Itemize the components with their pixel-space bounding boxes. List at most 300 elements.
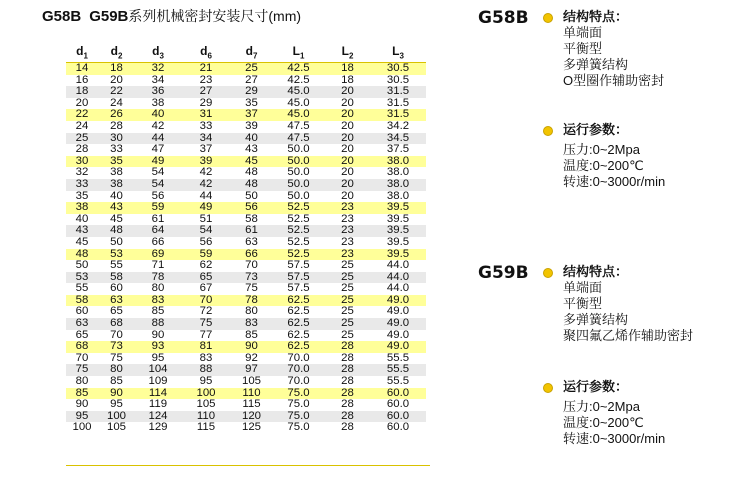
table-row	[66, 63, 426, 75]
table-cell: 80	[98, 364, 135, 376]
table-cell: 24	[98, 98, 135, 110]
table-cell: 55	[66, 283, 98, 295]
title-code-g59b: G59B	[89, 8, 129, 25]
table-cell: 59	[135, 202, 181, 214]
table-body	[66, 63, 426, 435]
table-cell: 23	[181, 75, 231, 87]
table-cell: 23	[325, 225, 370, 237]
table-cell: 59	[181, 249, 231, 261]
table-cell: 38	[98, 179, 135, 191]
table-cell: 20	[325, 121, 370, 133]
table-cell: 25	[325, 330, 370, 342]
g58b-feature: 单端面	[563, 25, 603, 40]
table-cell: 40	[98, 191, 135, 203]
g59b-code: G59B	[478, 263, 529, 283]
table-cell: 100	[98, 411, 135, 423]
table-cell: 30	[98, 133, 135, 145]
table-cell: 45	[98, 214, 135, 226]
g59b-param: 温度:0~200℃	[563, 415, 644, 430]
table-cell: 65	[181, 272, 231, 284]
table-cell: 20	[325, 191, 370, 203]
table-row	[66, 376, 426, 388]
column-header-base: d	[110, 43, 118, 58]
table-cell: 25	[66, 133, 98, 145]
g59b-feature: 平衡型	[563, 296, 603, 311]
table-cell: 62.5	[272, 318, 325, 330]
table-cell: 25	[325, 318, 370, 330]
column-header-base: d	[200, 43, 208, 58]
table-cell: 14	[66, 63, 98, 75]
table-cell: 65	[98, 306, 135, 318]
table-cell: 100	[66, 422, 98, 434]
table-cell: 57.5	[272, 283, 325, 295]
table-cell: 97	[231, 364, 272, 376]
column-header	[181, 42, 231, 63]
table-cell: 28	[325, 364, 370, 376]
table-cell: 83	[181, 353, 231, 365]
column-header-subscript: 2	[117, 51, 123, 60]
table-cell: 114	[135, 388, 181, 400]
table-cell: 62.5	[272, 295, 325, 307]
table-cell: 29	[231, 86, 272, 98]
table-cell: 110	[231, 388, 272, 400]
table-cell: 95	[98, 399, 135, 411]
table-cell: 30.5	[370, 63, 426, 75]
table-cell: 75.0	[272, 399, 325, 411]
table-cell: 52.5	[272, 237, 325, 249]
table-cell: 28	[325, 399, 370, 411]
table-cell: 28	[325, 388, 370, 400]
table-cell: 62.5	[272, 306, 325, 318]
table-cell: 69	[135, 249, 181, 261]
table-cell: 40	[135, 109, 181, 121]
table-cell: 31.5	[370, 98, 426, 110]
table-cell: 75	[66, 364, 98, 376]
table-cell: 20	[325, 109, 370, 121]
table-cell: 75	[98, 353, 135, 365]
table-cell: 55.5	[370, 376, 426, 388]
g58b-params-title: 运行参数：	[563, 122, 629, 137]
table-cell: 47.5	[272, 121, 325, 133]
g58b-feature: O型圈作辅助密封	[563, 73, 665, 88]
column-header-base: d	[76, 43, 84, 58]
table-cell: 88	[181, 364, 231, 376]
table-cell: 27	[181, 86, 231, 98]
table-cell: 72	[181, 306, 231, 318]
table-cell: 50.0	[272, 156, 325, 168]
g59b-params-title: 运行参数：	[563, 379, 629, 394]
table-cell: 60.0	[370, 411, 426, 423]
table-cell: 31.5	[370, 86, 426, 98]
table-cell: 38	[98, 167, 135, 179]
table-cell: 73	[98, 341, 135, 353]
table-cell: 78	[231, 295, 272, 307]
g59b-features	[563, 264, 693, 344]
table-cell: 18	[66, 86, 98, 98]
table-cell: 18	[325, 63, 370, 75]
table-cell: 21	[181, 63, 231, 75]
table-cell: 83	[231, 318, 272, 330]
table-cell: 50.0	[272, 179, 325, 191]
table-cell: 120	[231, 411, 272, 423]
table-cell: 42.5	[272, 75, 325, 87]
table-cell: 25	[231, 63, 272, 75]
table-cell: 20	[325, 98, 370, 110]
table-cell: 115	[231, 399, 272, 411]
table-cell: 18	[325, 75, 370, 87]
table-cell: 30.5	[370, 75, 426, 87]
table-cell: 57.5	[272, 260, 325, 272]
table-cell: 71	[135, 260, 181, 272]
table-cell: 49	[135, 156, 181, 168]
table-cell: 42	[181, 179, 231, 191]
table-cell: 50.0	[272, 144, 325, 156]
table-cell: 23	[325, 202, 370, 214]
table-cell: 80	[231, 306, 272, 318]
column-header-base: L	[392, 43, 400, 58]
table-cell: 38.0	[370, 156, 426, 168]
table-cell: 28	[98, 121, 135, 133]
g58b-params-bullet-icon	[543, 126, 553, 136]
table-cell: 70	[98, 330, 135, 342]
table-cell: 47	[135, 144, 181, 156]
g59b-feature: 多弹簧结构	[563, 312, 629, 327]
table-cell: 28	[325, 422, 370, 434]
table-cell: 55	[98, 260, 135, 272]
table-cell: 37	[231, 109, 272, 121]
table-cell: 35	[66, 191, 98, 203]
g59b-features-title: 结构特点：	[563, 264, 629, 279]
table-row	[66, 318, 426, 330]
column-header-base: d	[245, 43, 253, 58]
table-cell: 63	[66, 318, 98, 330]
column-header-subscript: 3	[159, 51, 164, 60]
table-cell: 52.5	[272, 214, 325, 226]
table-cell: 31	[181, 109, 231, 121]
dimension-table	[66, 42, 426, 434]
table-cell: 26	[98, 109, 135, 121]
table-cell: 51	[181, 214, 231, 226]
table-cell: 34	[181, 133, 231, 145]
table-cell: 60.0	[370, 399, 426, 411]
table-cell: 60.0	[370, 422, 426, 434]
table-cell: 49.0	[370, 330, 426, 342]
column-header-subscript: 1	[83, 51, 88, 60]
table-cell: 22	[66, 109, 98, 121]
table-cell: 49.0	[370, 295, 426, 307]
table-cell: 83	[135, 295, 181, 307]
table-cell: 62.5	[272, 330, 325, 342]
table-cell: 49.0	[370, 318, 426, 330]
table-cell: 24	[66, 121, 98, 133]
g58b-param: 温度:0~200℃	[563, 158, 644, 173]
table-cell: 45.0	[272, 86, 325, 98]
table-row	[66, 144, 426, 156]
table-cell: 22	[98, 86, 135, 98]
table-cell: 38.0	[370, 179, 426, 191]
table-cell: 63	[231, 237, 272, 249]
table-cell: 90	[66, 399, 98, 411]
table-cell: 30	[66, 156, 98, 168]
table-cell: 49	[181, 202, 231, 214]
table-cell: 65	[66, 330, 98, 342]
table-cell: 60	[98, 283, 135, 295]
table-cell: 27	[231, 75, 272, 87]
g59b-params	[563, 379, 665, 447]
table-cell: 38.0	[370, 167, 426, 179]
table-cell: 44	[181, 191, 231, 203]
column-header-base: L	[292, 43, 300, 58]
table-cell: 44.0	[370, 260, 426, 272]
table-cell: 61	[135, 214, 181, 226]
column-header-subscript: 1	[299, 51, 305, 60]
table-cell: 66	[135, 237, 181, 249]
g58b-code: G58B	[478, 8, 529, 28]
table-cell: 31.5	[370, 109, 426, 121]
table-cell: 70	[66, 353, 98, 365]
table-cell: 20	[98, 75, 135, 87]
table-cell: 105	[98, 422, 135, 434]
table-cell: 28	[325, 411, 370, 423]
table-cell: 34.5	[370, 133, 426, 145]
table-cell: 54	[181, 225, 231, 237]
table-cell: 29	[181, 98, 231, 110]
table-cell: 45	[66, 237, 98, 249]
table-cell: 44.0	[370, 272, 426, 284]
title-suffix: 系列机械密封安装尺寸(mm)	[128, 8, 302, 24]
table-cell: 28	[325, 376, 370, 388]
table-cell: 52.5	[272, 225, 325, 237]
table-cell: 68	[66, 341, 98, 353]
table-cell: 54	[135, 167, 181, 179]
table-cell: 77	[181, 330, 231, 342]
table-cell: 28	[66, 144, 98, 156]
table-cell: 48	[231, 179, 272, 191]
table-cell: 37.5	[370, 144, 426, 156]
table-cell: 33	[66, 179, 98, 191]
g58b-feature: 平衡型	[563, 41, 603, 56]
table-row	[66, 121, 426, 133]
table-cell: 56	[231, 202, 272, 214]
table-cell: 39.5	[370, 237, 426, 249]
column-header	[325, 42, 370, 63]
table-cell: 85	[231, 330, 272, 342]
table-cell: 43	[66, 225, 98, 237]
table-cell: 33	[181, 121, 231, 133]
table-cell: 70	[181, 295, 231, 307]
table-cell: 49.0	[370, 306, 426, 318]
table-cell: 78	[135, 272, 181, 284]
column-header	[370, 42, 426, 63]
table-cell: 20	[325, 144, 370, 156]
table-cell: 42	[181, 167, 231, 179]
table-cell: 55.5	[370, 364, 426, 376]
table-cell: 43	[231, 144, 272, 156]
table-cell: 50	[231, 191, 272, 203]
table-cell: 25	[325, 306, 370, 318]
table-cell: 43	[98, 202, 135, 214]
table-cell: 39.5	[370, 202, 426, 214]
table-cell: 45.0	[272, 98, 325, 110]
table-cell: 85	[135, 306, 181, 318]
table-cell: 47.5	[272, 133, 325, 145]
table-cell: 68	[98, 318, 135, 330]
table-cell: 45.0	[272, 109, 325, 121]
table-cell: 110	[181, 411, 231, 423]
table-cell: 85	[66, 388, 98, 400]
table-cell: 75	[231, 283, 272, 295]
g58b-feature: 多弹簧结构	[563, 57, 629, 72]
table-cell: 44	[135, 133, 181, 145]
table-cell: 36	[135, 86, 181, 98]
table-cell: 50	[66, 260, 98, 272]
table-cell: 58	[98, 272, 135, 284]
g59b-params-bullet-icon	[543, 383, 553, 393]
table-cell: 35	[98, 156, 135, 168]
table-cell: 38	[135, 98, 181, 110]
column-header-subscript: 2	[348, 51, 354, 60]
table-cell: 34	[135, 75, 181, 87]
table-cell: 90	[98, 388, 135, 400]
table-cell: 50	[98, 237, 135, 249]
table-cell: 56	[181, 237, 231, 249]
table-cell: 124	[135, 411, 181, 423]
table-cell: 105	[231, 376, 272, 388]
table-cell: 60	[66, 306, 98, 318]
table-cell: 39.5	[370, 249, 426, 261]
g58b-param: 压力:0~2Mpa	[563, 142, 640, 157]
table-cell: 20	[66, 98, 98, 110]
table-cell: 16	[66, 75, 98, 87]
table-cell: 104	[135, 364, 181, 376]
column-header-base: L	[341, 43, 349, 58]
table-cell: 61	[231, 225, 272, 237]
table-header-row	[66, 42, 426, 63]
column-header	[135, 42, 181, 63]
table-cell: 58	[66, 295, 98, 307]
table-cell: 109	[135, 376, 181, 388]
table-cell: 105	[181, 399, 231, 411]
page-title	[42, 6, 301, 26]
g58b-param: 转速:0~3000r/min	[563, 174, 666, 189]
table-cell: 20	[325, 86, 370, 98]
table-cell: 93	[135, 341, 181, 353]
table-cell: 38.0	[370, 191, 426, 203]
table-cell: 28	[325, 341, 370, 353]
table-cell: 25	[325, 272, 370, 284]
table-cell: 90	[231, 341, 272, 353]
g58b-features	[563, 9, 664, 89]
table-cell: 73	[231, 272, 272, 284]
table-cell: 85	[98, 376, 135, 388]
table-cell: 64	[135, 225, 181, 237]
table-cell: 80	[66, 376, 98, 388]
table-cell: 20	[325, 179, 370, 191]
table-cell: 32	[66, 167, 98, 179]
column-header	[66, 42, 98, 63]
column-header-subscript: 6	[207, 51, 212, 60]
table-cell: 55.5	[370, 353, 426, 365]
table-cell: 90	[135, 330, 181, 342]
table-cell: 40	[66, 214, 98, 226]
table-cell: 53	[66, 272, 98, 284]
table-cell: 62	[181, 260, 231, 272]
column-header-subscript: 3	[399, 51, 404, 60]
table-row	[66, 202, 426, 214]
table-cell: 62.5	[272, 341, 325, 353]
table-cell: 52.5	[272, 249, 325, 261]
g59b-param: 转速:0~3000r/min	[563, 431, 666, 446]
table-cell: 56	[135, 191, 181, 203]
table-cell: 18	[98, 63, 135, 75]
table-cell: 95	[181, 376, 231, 388]
table-cell: 81	[181, 341, 231, 353]
table-cell: 45	[231, 156, 272, 168]
table-cell: 20	[325, 133, 370, 145]
table-cell: 33	[98, 144, 135, 156]
table-cell: 100	[181, 388, 231, 400]
table-cell: 25	[325, 260, 370, 272]
table-cell: 39	[181, 156, 231, 168]
g59b-feature: 聚四氟乙烯作辅助密封	[563, 328, 694, 343]
table-cell: 42.5	[272, 63, 325, 75]
table-cell: 35	[231, 98, 272, 110]
table-cell: 66	[231, 249, 272, 261]
table-cell: 95	[135, 353, 181, 365]
table-cell: 70.0	[272, 364, 325, 376]
column-header	[231, 42, 272, 63]
column-header-subscript: 7	[252, 51, 258, 60]
table-cell: 20	[325, 167, 370, 179]
table-cell: 52.5	[272, 202, 325, 214]
title-code-g58b: G58B	[42, 8, 82, 25]
table-cell: 60.0	[370, 388, 426, 400]
column-header	[98, 42, 135, 63]
table-cell: 63	[98, 295, 135, 307]
table-row	[66, 260, 426, 272]
table-cell: 20	[325, 156, 370, 168]
table-cell: 39	[231, 121, 272, 133]
table-cell: 119	[135, 399, 181, 411]
table-cell: 54	[135, 179, 181, 191]
table-cell: 70	[231, 260, 272, 272]
table-cell: 48	[66, 249, 98, 261]
table-cell: 70.0	[272, 353, 325, 365]
table-cell: 23	[325, 249, 370, 261]
g58b-features-title: 结构特点：	[563, 9, 629, 24]
table-row	[66, 422, 426, 434]
g59b-features-bullet-icon	[543, 268, 553, 278]
table-row	[66, 179, 426, 191]
table-row	[66, 237, 426, 249]
table-cell: 80	[135, 283, 181, 295]
table-cell: 34.2	[370, 121, 426, 133]
table-cell: 39.5	[370, 225, 426, 237]
g58b-features-bullet-icon	[543, 13, 553, 23]
table-cell: 75.0	[272, 411, 325, 423]
table-cell: 92	[231, 353, 272, 365]
table-cell: 23	[325, 214, 370, 226]
table-cell: 115	[181, 422, 231, 434]
g59b-param: 压力:0~2Mpa	[563, 399, 640, 414]
table-cell: 48	[98, 225, 135, 237]
table-cell: 95	[66, 411, 98, 423]
table-cell: 42	[135, 121, 181, 133]
table-cell: 37	[181, 144, 231, 156]
table-cell: 25	[325, 295, 370, 307]
g58b-params	[563, 122, 665, 190]
table-cell: 53	[98, 249, 135, 261]
